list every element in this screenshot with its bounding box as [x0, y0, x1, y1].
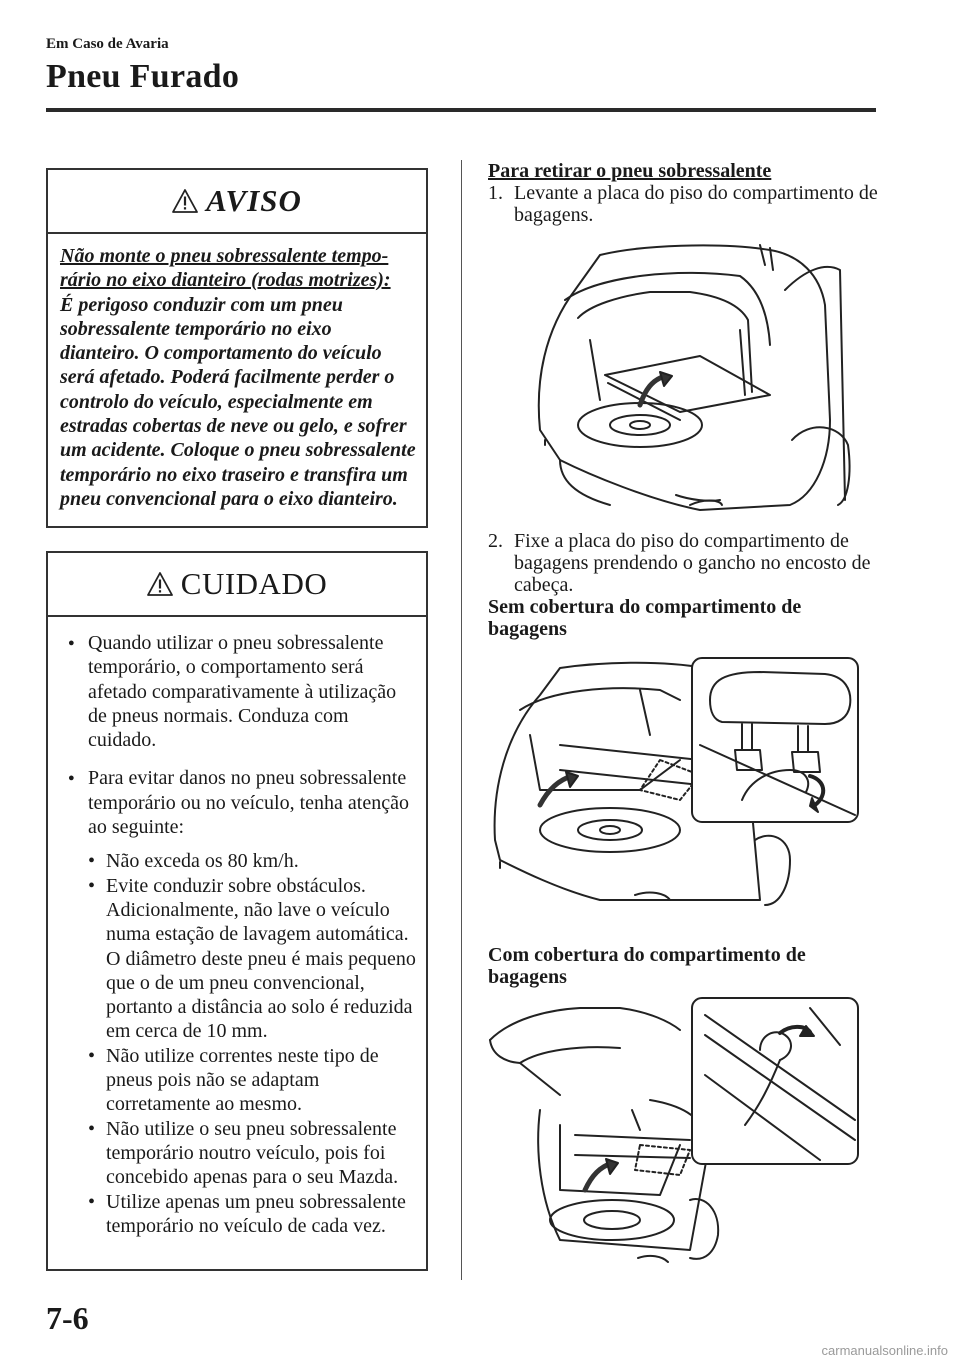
watermark: carmanualsonline.info — [821, 1343, 948, 1358]
warning-label: AVISO — [206, 183, 302, 218]
caution-box-header — [48, 553, 426, 617]
warning-text — [48, 234, 426, 523]
procedure-step-2-block — [488, 530, 888, 640]
caution-triangle-icon — [147, 571, 173, 597]
procedure-heading: Para retirar o pneu sobressalente — [488, 160, 772, 182]
procedure-step-1 — [488, 182, 888, 226]
caution-subitem: • Utilize apenas um pneu sobressalente temporário no veículo de cada vez. — [60, 1190, 416, 1239]
step-text: Fixe a placa do piso do compartimento de bagagens prendendo o gancho no encosto de cabeça. — [514, 530, 871, 596]
procedure-step-2 — [488, 530, 888, 596]
step-text: Levante a placa do piso do compartimento de bagagens. — [514, 182, 878, 226]
figure-lift-floor-board — [539, 245, 850, 510]
step-number: 1. — [488, 182, 503, 204]
figure-with-cover-inset — [692, 998, 858, 1164]
caution-subitem: • Não utilize correntes neste tipo de pneus pois não se adaptam corretamente ao mesmo. — [60, 1044, 416, 1117]
caption-with-cover: Com cobertura do compartimento de bagagens — [488, 944, 806, 988]
figure-without-cover-inset — [692, 658, 858, 822]
caution-subitem: • Não exceda os 80 km/h. — [60, 849, 416, 873]
title-rule — [46, 108, 876, 112]
caution-bullet: ● Quando utilizar o pneu sobressalente temporário, o comportamento será afetado comparativamente à utilização de pneus normais. Conduza com cuidado. — [60, 631, 416, 752]
caution-subitem: • Não utilize o seu pneu sobressalente temporário noutro veículo, pois foi concebido apenas para o seu Mazda. — [60, 1117, 416, 1190]
caution-label: CUIDADO — [180, 566, 328, 601]
caption-without-cover: Sem cobertura do compartimento de bagagens — [488, 596, 802, 640]
warning-box-header — [48, 170, 426, 234]
page-title: Pneu Furado — [46, 58, 240, 95]
figure-without-cargo-cover — [495, 663, 790, 905]
caution-subitem: • Evite conduzir sobre obstáculos. Adicionalmente, não lave o veículo numa estação de lavagem automática. O diâmetro deste pneu é mais pequeno que o de um pneu convencional, portanto a distância ao solo é reduzida em cerca de 10 mm. — [60, 874, 416, 1044]
page-number: 7-6 — [46, 1300, 89, 1336]
caution-text — [48, 617, 426, 1248]
figure-with-cargo-cover — [490, 1008, 718, 1262]
warning-triangle-icon — [172, 188, 198, 214]
caution-box — [46, 551, 428, 1271]
step-number: 2. — [488, 530, 503, 552]
procedure-block — [488, 160, 888, 226]
section-label: Em Caso de Avaria — [46, 36, 169, 52]
caution-bullet: ● Para evitar danos no pneu sobressalente temporário ou no veículo, tenha atenção ao seguinte: — [60, 766, 416, 839]
warning-body: É perigoso conduzir com um pneu sobressalente temporário no eixo dianteiro. O comportamento do veículo será afetado. Poderá facilmente perder o controlo do veículo, especialmente em estradas cobertas de neve ou gelo, e sofrer um acidente. Coloque o pneu sobressalente temporário no eixo traseiro e transfira um pneu convencional para o eixo dianteiro. — [60, 293, 416, 510]
column-divider — [461, 160, 462, 1280]
warning-box — [46, 168, 428, 528]
warning-heading: Não monte o pneu sobressalente tempo-rário no eixo dianteiro (rodas motrizes): — [60, 245, 391, 292]
